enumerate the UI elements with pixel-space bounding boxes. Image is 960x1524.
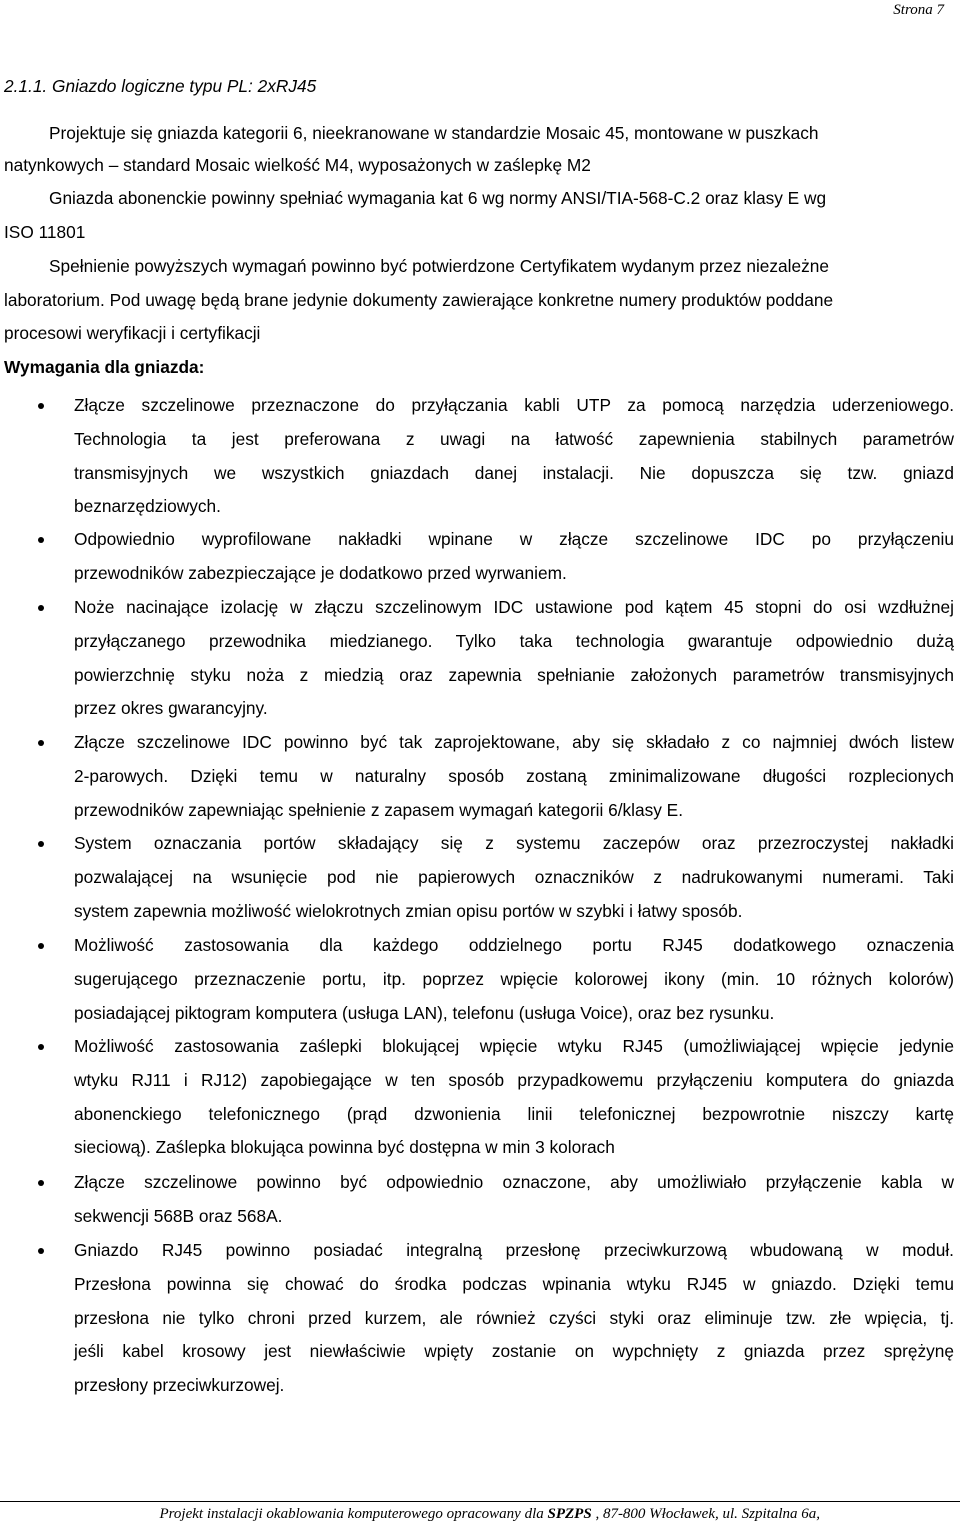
bullet-5-line-1: System oznaczania portów składający się z systemu zaczepów oraz przezroczystej nakładki [74,833,954,853]
bullet-3-line-1: Noże nacinające izolację w złączu szczelinowym IDC ustawione pod kątem 45 stopni do osi wzdłużnej [74,597,954,617]
bullet-1-line-1: Złącze szczelinowe przeznaczone do przyłączania kabli UTP za pomocą narzędzia uderzeniowego. [74,395,954,415]
section-title: 2.1.1. Gniazdo logiczne typu PL: 2xRJ45 [4,76,317,96]
footer-text [159,1504,820,1524]
bullet-2-line-2: przewodników zabezpieczające je dodatkowo przed wyrwaniem. [74,562,567,583]
intro-line-4: ISO 11801 [4,222,86,242]
bullet-6-line-1: Możliwość zastosowania dla każdego oddzielnego portu RJ45 dodatkowego oznaczenia [74,935,954,955]
bullet-4-line-1: Złącze szczelinowe IDC powinno być tak zaprojektowane, aby się składało z co najmniej dwóch listew [74,732,954,752]
bullet-1-line-4: beznarzędziowych. [74,496,221,517]
requirements-heading: Wymagania dla gniazda: [4,357,205,377]
bullet-5-line-2: pozwalającej na wsunięcie pod nie papierowych oznaczników z nadrukowanymi numerami. Taki [74,866,954,887]
bullet-marker [38,1044,44,1050]
footer-divider [0,1501,960,1502]
bullet-3-line-2: przyłączanego przewodnika miedzianego. Tylko taka technologia gwarantuje odpowiednio dużą [74,630,954,651]
bullet-9-line-5: przesłony przeciwkurzowej. [74,1375,285,1396]
intro-line-3: Gniazda abonenckie powinny spełniać wymagania kat 6 wg normy ANSI/TIA-568-C.2 oraz klasy E wg [49,188,827,208]
page-number: Strona 7 [893,2,944,18]
intro-line-2: natynkowych – standard Mosaic wielkość M4, wyposażonych w zaślepkę M2 [4,155,591,175]
bullet-marker [38,841,44,847]
bullet-9-line-2: Przesłona powinna się chować do środka podczas wpinania wtyku RJ45 w gniazdo. Dzięki temu [74,1273,954,1294]
bullet-marker [38,740,44,746]
intro-line-1: Projektuje się gniazda kategorii 6, nieekranowane w standardzie Mosaic 45, montowane w puszkach [49,123,819,143]
bullet-8-line-1: Złącze szczelinowe powinno być odpowiednio oznaczone, aby umożliwiało przyłączenie kabla w [74,1172,954,1192]
bullet-marker [38,1180,44,1186]
bullet-8-line-2: sekwencji 568B oraz 568A. [74,1205,283,1226]
bullet-marker [38,605,44,611]
bullet-1-line-3: transmisyjnych we wszystkich gniazdach danej instalacji. Nie dopuszcza się tzw. gniazd [74,462,954,483]
bullet-5-line-3: system zapewnia możliwość wielokrotnych zmian opisu portów w szybki i łatwy sposób. [74,900,743,921]
bullet-4-line-2: 2-parowych. Dzięki temu w naturalny sposób zostaną zminimalizowane długości rozplecionych [74,765,954,786]
intro-line-5: Spełnienie powyższych wymagań powinno być potwierdzone Certyfikatem wydanym przez niezależne [49,256,829,276]
intro-line-7: procesowi weryfikacji i certyfikacji [4,323,261,343]
bullet-9-line-3: przesłona nie tylko chroni przed kurzem, ale również czyści styki oraz eliminuje tzw. złe wpięcia, tj. [74,1307,954,1328]
bullet-marker [38,1248,44,1254]
bullet-1-line-2: Technologia ta jest preferowana z uwagi na łatwość zapewnienia stabilnych parametrów [74,428,954,449]
bullet-7-line-1: Możliwość zastosowania zaślepki blokującej wpięcie wtyku RJ45 (umożliwiającej wpięcie jedynie [74,1036,954,1056]
bullet-6-line-3: posiadającej piktogram komputera (usługa LAN), telefonu (usługa Voice), oraz bez rysunku. [74,1002,775,1023]
bullet-7-line-4: sieciową). Zaślepka blokująca powinna być dostępna w min 3 kolorach [74,1137,615,1158]
footer-org: SPZPS [547,1506,592,1522]
bullet-marker [38,943,44,949]
bullet-marker [38,537,44,543]
bullet-9-line-1: Gniazdo RJ45 powinno posiadać integralną przesłonę przeciwkurzową wbudowaną w moduł. [74,1240,954,1260]
bullet-7-line-3: abonenckiego telefonicznego (prąd dzwonienia linii telefonicznej bezpowrotnie niszczy kartę [74,1103,954,1124]
bullet-4-line-3: przewodników zapewniając spełnienie z zapasem wymagań kategorii 6/klasy E. [74,799,683,820]
intro-line-6: laboratorium. Pod uwagę będą brane jedynie dokumenty zawierające konkretne numery produktów poddane [4,290,834,310]
footer-prefix: Projekt instalacji okablowania komputerowego opracowany dla [159,1506,548,1522]
bullet-3-line-4: przez okres gwarancyjny. [74,698,268,719]
bullet-7-line-2: wtyku RJ11 i RJ12) zapobiegające w ten sposób przypadkowemu przyłączeniu komputera do gniazda [74,1069,954,1090]
bullet-2-line-1: Odpowiednio wyprofilowane nakładki wpinane w złącze szczelinowe IDC po przyłączeniu [74,529,954,549]
bullet-3-line-3: powierzchnię styku noża z miedzią oraz zapewnia spełnianie założonych parametrów transmisyjnych [74,664,954,685]
bullet-9-line-4: jeśli kabel krosowy jest niewłaściwie wpięty zostanie on wypchnięty z gniazda przez sprężynę [74,1341,954,1362]
footer-address: , 87-800 Włocławek, ul. Szpitalna 6a, [591,1506,820,1522]
bullet-marker [38,403,44,409]
bullet-6-line-2: sugerującego przeznaczenie portu, itp. poprzez wpięcie kolorowej ikony (min. 10 różnych kolorów) [74,968,954,989]
